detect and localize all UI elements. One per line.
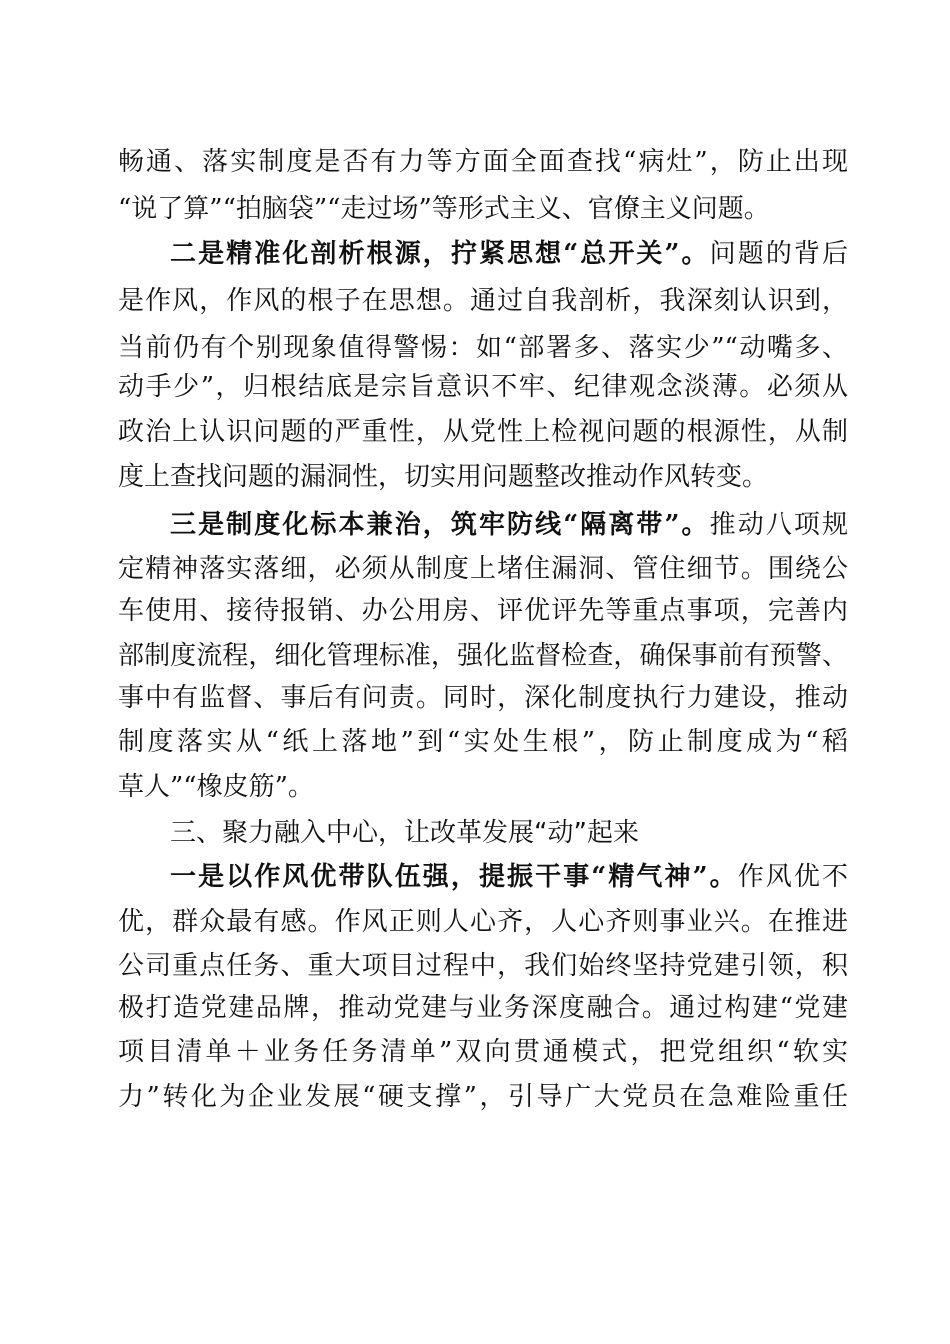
text-line: 公司重点任务、重大项目过程中，我们始终坚持党建引领，积 [118,951,848,981]
text-line: 车使用、接待报销、办公用房、评优评先等重点事项，完善内 [118,596,848,626]
paragraph-text: 作风优不 [737,862,848,892]
text-line: 项目清单＋业务任务清单”双向贯通模式，把党组织“软实 [118,1037,848,1067]
section-heading: 三、聚力融入中心，让改革发展“动”起来 [170,818,639,848]
text-line: 政治上认识问题的严重性，从党性上检视问题的根源性，从制 [118,417,848,447]
text-line: 优，群众最有感。作风正则人心齐，人心齐则事业兴。在推进 [118,907,848,937]
text-line: 是作风，作风的根子在思想。通过自我剖析，我深刻认识到， [118,286,848,316]
text-line: 极打造党建品牌，推动党建与业务深度融合。通过构建“党建 [118,993,848,1023]
paragraph-text: 推动八项规 [709,510,848,540]
text-line: 部制度流程，细化管理标准，强化监督检查，确保事前有预警、 [118,641,848,671]
text-line: 畅通、落实制度是否有力等方面全面查找“病灶”，防止出现 [118,147,848,177]
text-line: 定精神落实落细，必须从制度上堵住漏洞、管住细节。围绕公 [118,554,848,584]
paragraph-text: 问题的背后 [709,239,848,269]
paragraph-lead-line [170,855,848,899]
text-line: 草人”“橡皮筋”。 [118,772,314,802]
text-line: 力”转化为企业发展“硬支撑”，引导广大党员在急难险重任 [118,1082,848,1112]
text-line: 动手少”，归根结底是宗旨意识不牢、纪律观念淡薄。必须从 [118,372,848,402]
text-line: 事中有监督、事后有问责。同时，深化制度执行力建设，推动 [118,683,848,713]
paragraph-lead-line [170,503,848,547]
paragraph-lead: 二是精准化剖析根源，拧紧思想“总开关”。 [170,239,710,269]
text-line: “说了算”“拍脑袋”“走过场”等形式主义、官僚主义问题。 [118,194,770,224]
paragraph-lead: 三是制度化标本兼治，筑牢防线“隔离带”。 [170,510,710,540]
text-line: 度上查找问题的漏洞性，切实用问题整改推动作风转变。 [118,462,769,492]
paragraph-lead-line [170,232,848,276]
text-line: 制度落实从“纸上落地”到“实处生根”，防止制度成为“稻 [118,727,848,757]
paragraph-lead: 一是以作风优带队伍强，提振干事“精气神”。 [170,862,738,892]
text-line: 当前仍有个别现象值得警惕：如“部署多、落实少”“动嘴多、 [118,333,848,363]
